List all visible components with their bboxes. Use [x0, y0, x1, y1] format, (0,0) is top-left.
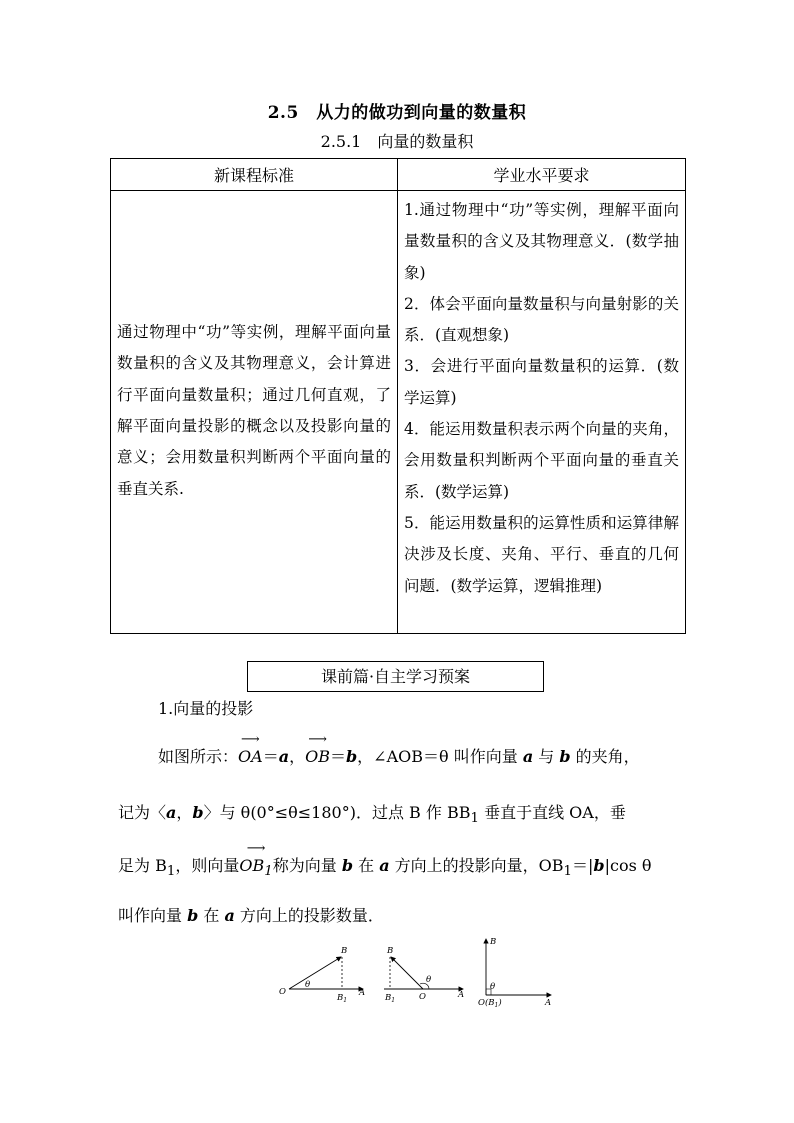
- label-theta: θ: [426, 975, 432, 985]
- section-title: 2.5 从力的做功到向量的数量积: [267, 103, 527, 123]
- label-o-b1: $O(B_1)$: [478, 998, 502, 1009]
- text: ＝: [262, 747, 279, 766]
- text: 方向上的投影数量．: [234, 906, 384, 925]
- text: ，: [176, 803, 193, 822]
- vector-b: b: [593, 856, 605, 875]
- text: 在: [198, 906, 225, 925]
- vector-label: OA: [238, 747, 263, 766]
- requirement-item: 4．能运用数量积表示两个向量的夹角，会用数量积判断两个平面向量的垂直关系．(数学运算): [404, 420, 679, 501]
- requirement-item: 1.通过物理中“功”等实例，理解平面向量数量积的含义及其物理意义．(数学抽象): [404, 201, 679, 282]
- text: 垂直于直线 OA，垂: [478, 803, 626, 822]
- header-requirements: 学业水平要求: [398, 159, 686, 191]
- vector-label: OB: [305, 747, 330, 766]
- figure-acute-angle: [279, 946, 365, 1004]
- text: 在: [353, 856, 380, 875]
- requirement-item: 3．会进行平面向量数量积的运算．(数学运算): [404, 357, 679, 407]
- paragraph-2: [118, 800, 626, 826]
- label-o: O: [279, 987, 286, 997]
- label-a: A: [545, 998, 552, 1008]
- text: ＝: [329, 747, 346, 766]
- text: 记为〈: [118, 803, 167, 822]
- text: 叫作向量: [448, 747, 523, 766]
- label-b: B: [490, 937, 497, 947]
- paragraph-4: [118, 903, 384, 926]
- label-theta: θ: [490, 982, 496, 992]
- preview-section-box: 课前篇·自主学习预案: [247, 661, 544, 692]
- text: ，∠AOB＝θ: [357, 747, 449, 766]
- text: 与: [533, 747, 560, 766]
- arrow-icon: ⟶: [308, 732, 327, 747]
- vector-a: a: [522, 747, 534, 766]
- vector-b: b: [192, 803, 204, 822]
- figure-obtuse-angle: [384, 946, 464, 1004]
- topic-heading: 1.向量的投影: [158, 699, 254, 718]
- text: ，: [289, 747, 306, 766]
- text: |cos θ: [604, 856, 652, 875]
- subscript: 1: [166, 864, 176, 880]
- requirements-cell: [398, 191, 686, 634]
- figure-right-angle: [478, 937, 551, 1009]
- curriculum-table: [110, 158, 686, 634]
- text: 叫作向量: [118, 906, 188, 925]
- vector-b: b: [345, 747, 358, 766]
- vector-label: OB: [239, 856, 265, 875]
- label-o: O: [419, 992, 426, 1002]
- text: 的夹角，: [570, 747, 640, 766]
- label-theta: θ: [305, 980, 311, 990]
- vector-b: b: [559, 747, 571, 766]
- label-a: A: [359, 988, 366, 998]
- label-b: B: [387, 946, 394, 956]
- requirement-item: 5．能运用数量积的运算性质和运算律解决涉及长度、夹角、平行、垂直的几何问题．(数学运算，逻辑推理): [404, 513, 679, 595]
- text: 〉与 θ(0°≤θ≤180°)．过点 B 作 BB: [203, 803, 471, 822]
- subscript: 1: [264, 864, 273, 880]
- vector-b: b: [187, 906, 199, 925]
- label-b: B: [341, 946, 348, 956]
- vector-ob: [305, 732, 330, 766]
- vector-oa: [238, 732, 263, 766]
- text: 如图所示：: [158, 747, 239, 766]
- standard-cell: 通过物理中“功”等实例，理解平面向量数量积的含义及其物理意义，会计算进行平面向量数量积；通过几何直观，了解平面向量投影的概念以及投影向量的意义；会用数量积判断两个平面向量的垂直关系.: [111, 191, 398, 634]
- subscript: 1: [563, 864, 573, 880]
- paragraph-3: [118, 841, 652, 880]
- text: ，则向量: [175, 856, 240, 875]
- subsection-title: 2.5.1 向量的数量积: [320, 132, 474, 151]
- projection-figures: [275, 936, 557, 1012]
- requirement-item: 2．体会平面向量数量积与向量射影的关系．(直观想象): [404, 294, 679, 345]
- text: 足为 B: [118, 856, 167, 875]
- text: ＝|: [572, 856, 594, 875]
- subscript: 1: [470, 811, 479, 827]
- vector-a: a: [379, 856, 390, 875]
- header-standard: 新课程标准: [111, 159, 398, 191]
- label-b1: $B_1$: [385, 993, 396, 1004]
- label-b1: $B_1$: [337, 993, 348, 1004]
- text: 称为向量: [272, 856, 342, 875]
- label-a: A: [458, 990, 465, 1000]
- vector-ob-line: [391, 957, 423, 989]
- arrow-icon: ⟶: [246, 841, 266, 856]
- vector-ob-line: [289, 957, 341, 989]
- vector-a: a: [278, 747, 290, 766]
- vector-a: a: [224, 906, 235, 925]
- arrow-icon: ⟶: [241, 732, 260, 747]
- vector-ob1: [239, 841, 273, 880]
- paragraph-1: [158, 732, 640, 767]
- vector-b: b: [341, 856, 353, 875]
- text: 方向上的投影向量，OB: [389, 856, 564, 875]
- vector-a: a: [166, 803, 177, 822]
